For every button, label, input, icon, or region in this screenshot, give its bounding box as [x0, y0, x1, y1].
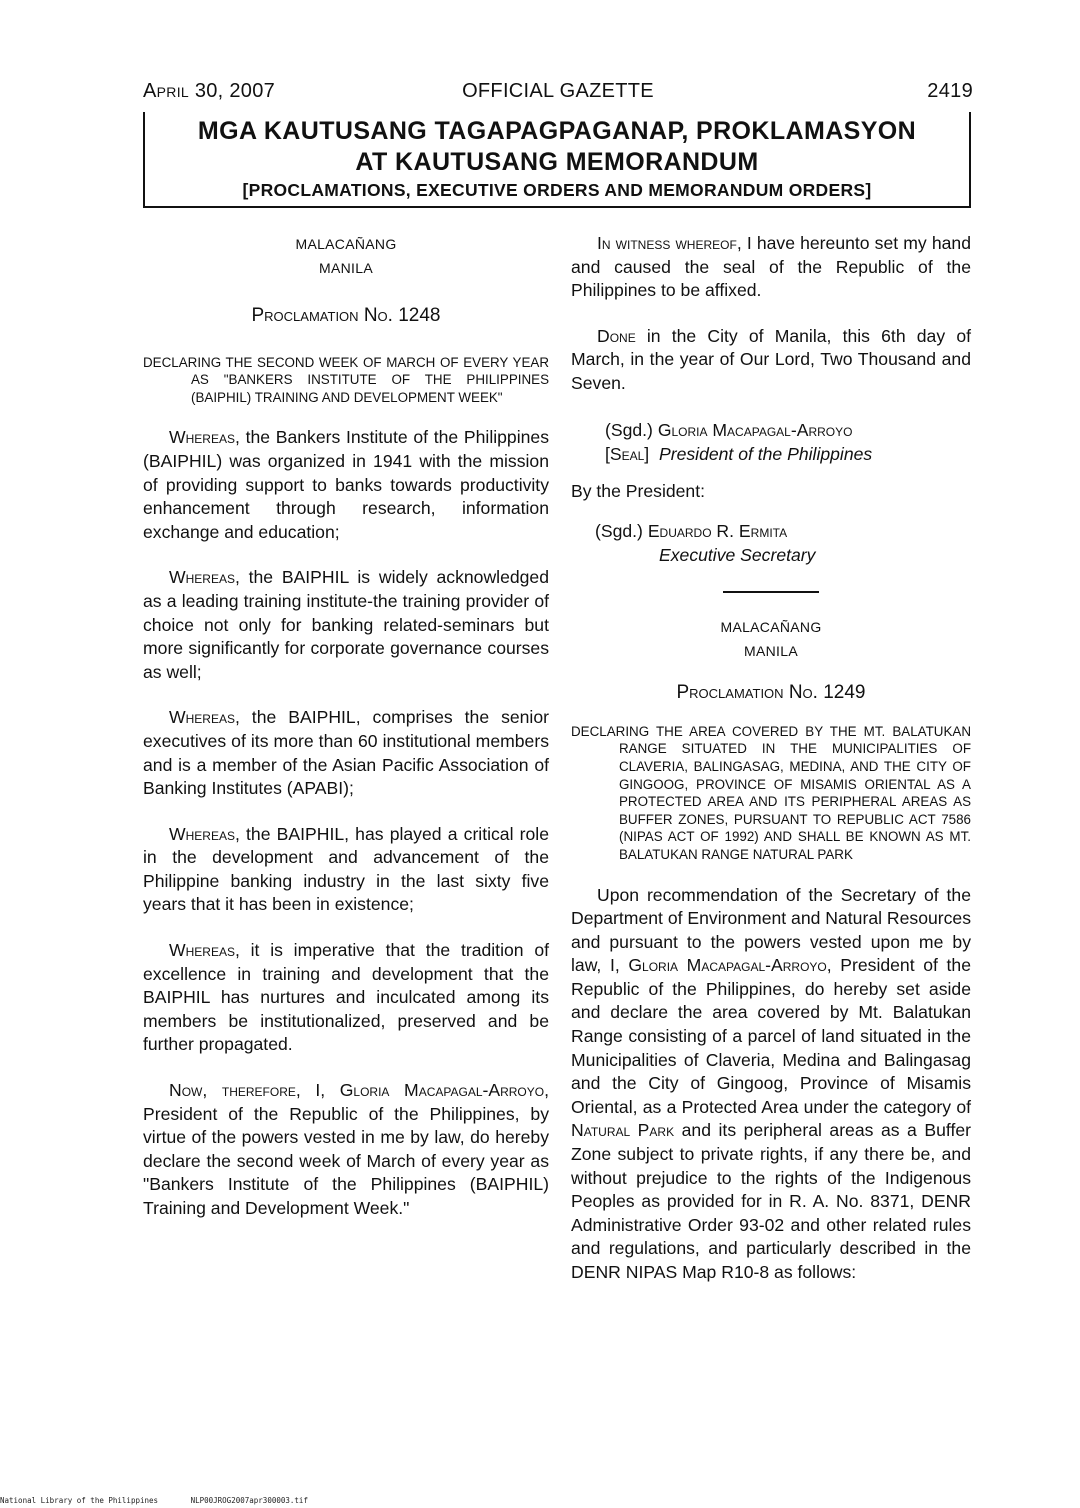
whereas-paragraph-5 — [143, 939, 549, 1057]
whereas-paragraph-4 — [143, 823, 549, 917]
done-text: in the City of Manila, this 6th day of March, in the year of Our Lord, Two Thousand and Seven. — [571, 325, 971, 393]
scan-footer — [0, 1496, 336, 1505]
by-the-president: By the President: — [571, 480, 705, 501]
signatory-title: President of the Philippines — [658, 443, 873, 464]
body-president-name: Gloria Macapagal-Arroyo — [628, 955, 827, 976]
sgd-prefix: (Sgd.) — [605, 419, 658, 440]
banner-line-1: MGA KAUTUSANG TAGAPAGPAGANAP, PROKLAMASYON — [197, 117, 917, 145]
whereas-text: , the Bankers Institute of the Philippines (BAIPHIL) was organized in 1941 with the mission of providing support to banks towards productivity enhancement through research, information exchange and education; — [143, 427, 549, 542]
whereas-lead: Whereas — [169, 567, 235, 588]
library-credit: National Library of the Philippines — [0, 1496, 159, 1505]
whereas-lead: Whereas — [169, 940, 235, 961]
body-text-a: Upon recommendation of the Secretary of the Department of Environment and Natural Resources and pursuant to the powers vested upon me by law, I, — [571, 884, 971, 976]
now-therefore-paragraph — [143, 1079, 549, 1221]
proclamation-1248-subject: DECLARING THE SECOND WEEK OF MARCH OF EVERY YEAR AS "BANKERS INSTITUTE OF THE PHILIPPINES (BAIPHIL) TRAINING AND DEVELOPMENT WEEK" — [143, 354, 549, 405]
body-text-c: and its peripheral areas as a Buffer Zone subject to private rights, if any there be, and without prejudice to the rights of the Indigenous Peoples as provided for in R. A. No. 8371, DENR Administrative Order 93-02 and other related rules and regulations, and particularly described in the DENR NIPAS Map R10-8 as follows: — [571, 1120, 971, 1282]
section-divider — [723, 591, 819, 593]
now-therefore-text: , President of the Republic of the Philippines, by virtue of the powers vested in me by law, do hereby declare the second week of March of every year as "Bankers Institute of the Philippines (BAIPHIL) Training and Development Week." — [143, 1080, 549, 1218]
whereas-text: , the BAIPHIL is widely acknowledged as a leading training institute-the training provider of choice not only for banking related-seminars but more significantly for corporate governance courses as well; — [143, 567, 549, 682]
proclamation-1249-body — [571, 884, 971, 1285]
witness-paragraph — [571, 232, 971, 303]
signatory-name: Gloria Macapagal-Arroyo — [657, 419, 853, 440]
done-paragraph — [571, 325, 971, 396]
whereas-paragraph-3 — [143, 706, 549, 800]
running-head — [143, 80, 973, 106]
place-malacanang: MALACAÑANG — [295, 236, 397, 252]
whereas-text: , the BAIPHIL, comprises the senior executives of its more than 60 institutional members and is a member of the Asian Pacific Association of Banking Institutes (APABI); — [143, 707, 549, 799]
place-malacanang: MALACAÑANG — [720, 619, 822, 636]
witness-lead: In witness whereof — [597, 233, 737, 253]
banner-line-3: [PROCLAMATIONS, EXECUTIVE ORDERS AND MEMORANDUM ORDERS] — [242, 180, 872, 200]
left-column — [143, 232, 549, 1243]
now-therefore-lead: Now, therefore, I, Gloria Macapagal-Arroyo — [169, 1080, 545, 1101]
done-lead: Done — [597, 325, 636, 346]
sgd-prefix: (Sgd.) — [595, 521, 648, 542]
proclamation-1249-subject: DECLARING THE AREA COVERED BY THE MT. BALATUKAN RANGE SITUATED IN THE MUNICIPALITIES OF CLAVERIA, BALINGASAG, MEDINA, AND THE CITY OF GINGOOG, PROVINCE OF MISAMIS ORIENTAL AS A PROTECTED AREA AND ITS PERIPHERAL AREAS AS BUFFER ZONES, PURSUANT TO REPUBLIC ACT 7586 (NIPAS ACT OF 1992) AND SHALL BE KNOWN AS MT. BALATUKAN RANGE NATURAL PARK — [571, 723, 971, 862]
place-manila: MANILA — [319, 260, 373, 276]
body-text-b: , President of the Republic of the Philippines, do hereby set aside and declare the area covered by Mt. Balatukan Range consisting of a parcel of land situated in the Municipalities of Claveria, Medina and Balingasag and the City of Gingoog, Province of Misamis Oriental, as a Protected Area under the category of — [571, 955, 971, 1117]
banner-line-2: AT KAUTUSANG MEMORANDUM — [355, 148, 759, 176]
secretary-signature — [595, 519, 971, 567]
whereas-lead: Whereas — [169, 823, 235, 844]
section-banner — [143, 112, 971, 208]
page-number: 2419 — [927, 80, 973, 102]
signatory-title: Executive Secretary — [659, 545, 816, 566]
scan-filename: NLP00JROG2007apr300003.tif — [190, 1496, 308, 1505]
whereas-text: , it is imperative that the tradition of excellence in training and development that the BAIPHIL has nurtures and inculcated among its members be institutionalized, preserved and be further propagated. — [143, 940, 549, 1055]
whereas-text: , the BAIPHIL, has played a critical role in the development and advancement of the Philippine banking industry in the last sixty five years that it has been in existence; — [143, 823, 549, 915]
whereas-paragraph-1 — [143, 426, 549, 544]
whereas-lead: Whereas — [169, 707, 235, 728]
place-manila: MANILA — [744, 643, 798, 660]
issue-date: April 30, 2007 — [143, 80, 276, 102]
signatory-name: Eduardo R. Ermita — [647, 521, 788, 542]
whereas-paragraph-2 — [143, 566, 549, 684]
whereas-lead: Whereas — [169, 427, 235, 448]
witness-text: , I have hereunto set my hand and caused the seal of the Republic of the Philippines to be affixed. — [571, 233, 971, 301]
publication-title: OFFICIAL GAZETTE — [462, 80, 654, 102]
president-signature — [605, 418, 971, 466]
seal-mark: [Seal] — [605, 443, 650, 464]
right-column — [571, 232, 971, 1307]
proclamation-1248-number: Proclamation No. 1248 — [251, 305, 441, 326]
body-natural-park: Natural Park — [571, 1120, 675, 1141]
proclamation-1249-number: Proclamation No. 1249 — [676, 682, 866, 704]
